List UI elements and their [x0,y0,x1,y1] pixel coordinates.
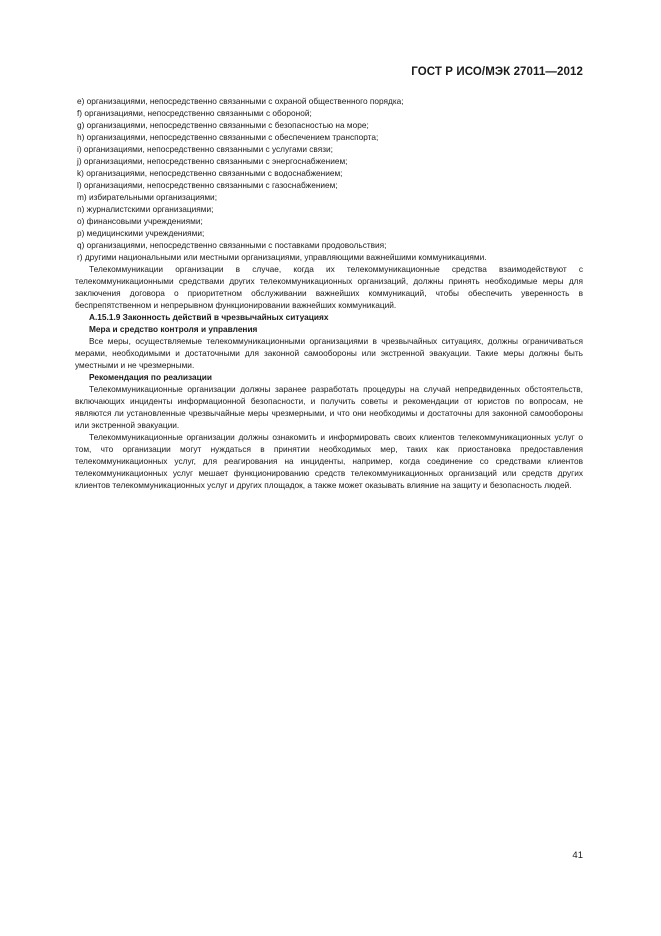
implementation-heading: Рекомендация по реализации [89,372,212,382]
clause-title: А.15.1.9 Законность действий в чрезвычайных ситуациях [89,312,329,322]
page-number: 41 [572,850,583,861]
control-heading: Мера и средство контроля и управления [89,324,258,334]
list-item: q) организациями, непосредственно связанными с поставками продовольствия; [77,240,387,250]
list-item: k) организациями, непосредственно связанными с водоснабжением; [77,168,343,178]
list-item: e) организациями, непосредственно связанными с охраной общественного порядка; [77,96,404,106]
list-item: f) организациями, непосредственно связанными с обороной; [77,108,312,118]
list-item: h) организациями, непосредственно связанными с обеспечением транспорта; [77,132,379,142]
list-item: g) организациями, непосредственно связанными с безопасностью на море; [77,120,369,130]
intro-paragraph: Телекоммуникации организации в случае, когда их телекоммуникационные средства взаимодействуют с телекоммуникационными средствами других телекоммуникационных организаций, должны принять необходимые меры для заключения договора о приоритетном обслуживании важнейших коммуникаций, чтобы обеспечить уверенность в беспрепятственном и непрерывном функционировании важнейших коммуникаций. [75,264,583,310]
document-body [75,95,583,491]
list-item: p) медицинскими учреждениями; [77,228,205,238]
implementation-paragraph-1: Телекоммуникационные организации должны заранее разработать процедуры на случай непредвиденных обстоятельств, включающих инциденты информационной безопасности, и получить советы и рекомендации от юристов по вопросам, не являются ли установленные чрезвычайные меры чрезмерными, и что они необходимы и достаточны для законной самообороны или экстренной эвакуации. [75,384,583,430]
control-paragraph: Все меры, осуществляемые телекоммуникационными организациями в чрезвычайных ситуациях, должны ограничиваться мерами, необходимыми и достаточными для законной самообороны или экстренной эвакуации. Такие меры должны быть уместными и не чрезмерными. [75,336,583,370]
list-item: l) организациями, непосредственно связанными с газоснабжением; [77,180,338,190]
list-item: m) избирательными организациями; [77,192,218,202]
standard-header: ГОСТ Р ИСО/МЭК 27011—2012 [411,66,583,78]
implementation-paragraph-2: Телекоммуникационные организации должны ознакомить и информировать своих клиентов телекоммуникационных услуг о том, что организации могут нуждаться в принятии необходимых мер, таких как приостановка предоставления телекоммуникационных услуг, для реагирования на инциденты, например, когда соединение со средствами клиентов телекоммуникационных услуг мешает функционированию средств телекоммуникационных организаций или средств других клиентов телекоммуникационных услуг и других площадок, а также может оказывать влияние на защиту и безопасность людей. [75,432,583,490]
list-item: i) организациями, непосредственно связанными с услугами связи; [77,144,333,154]
list-item: o) финансовыми учреждениями; [77,216,203,226]
list-item: n) журналистскими организациями; [77,204,214,214]
enumerated-list [75,95,583,263]
list-item: r) другими национальными или местными организациями, управляющими важнейшими коммуникациями. [77,252,487,262]
list-item: j) организациями, непосредственно связанными с энергоснабжением; [77,156,348,166]
